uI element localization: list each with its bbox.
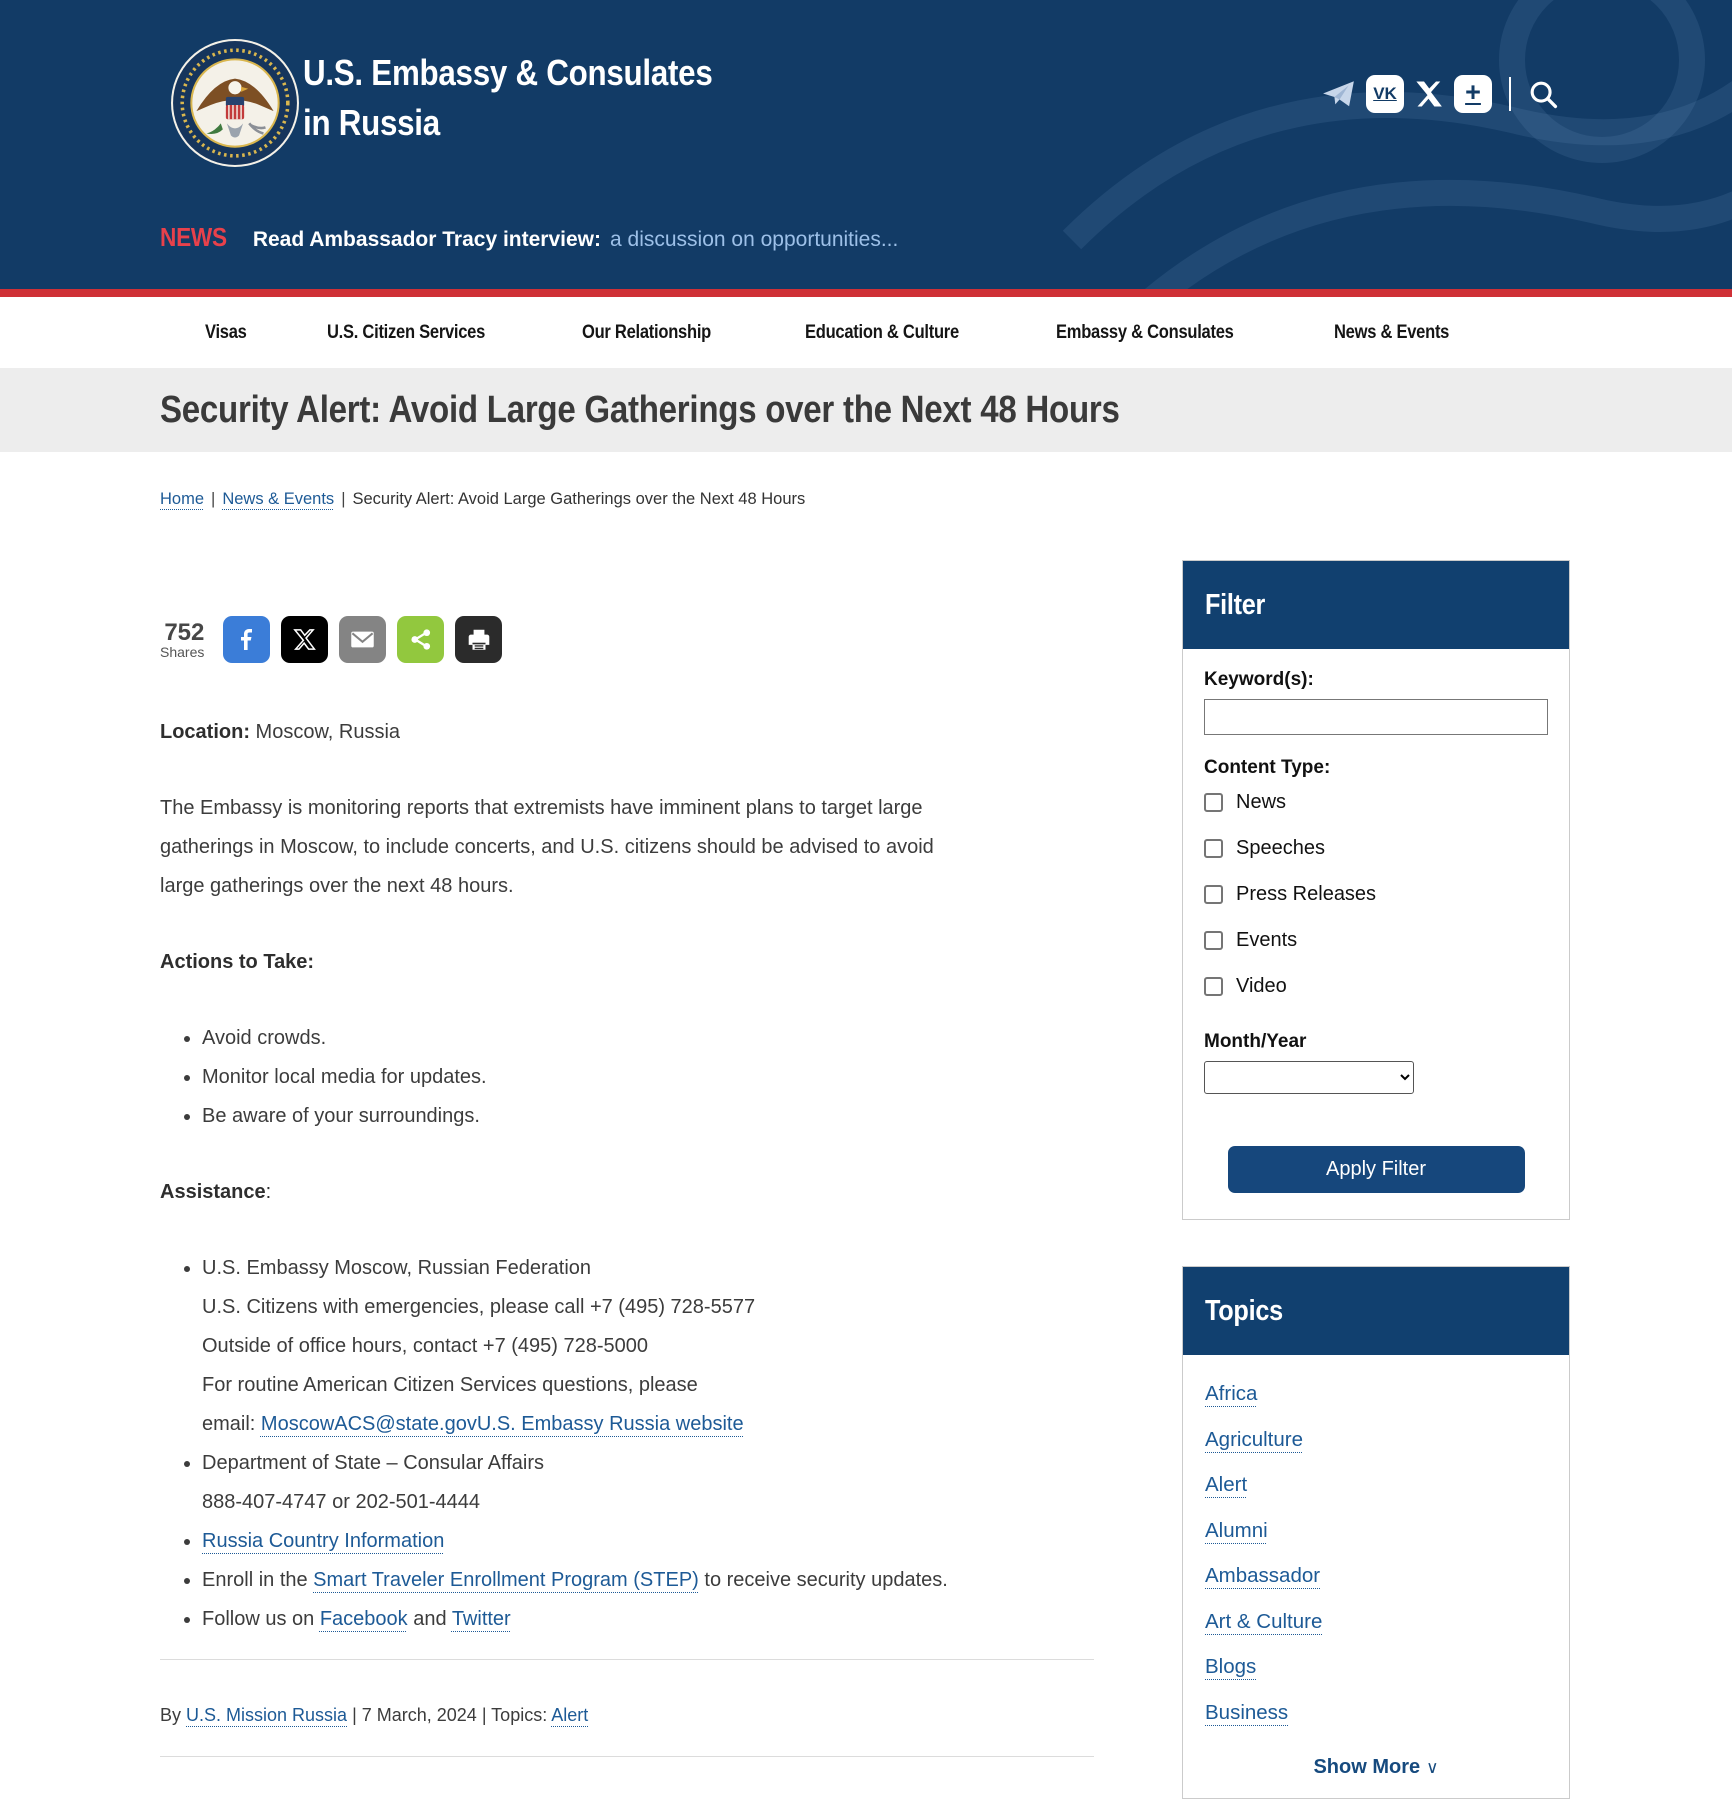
site-title-line2: in Russia — [303, 102, 440, 143]
actions-list — [160, 1019, 960, 1136]
breadcrumb-news-events[interactable]: News & Events — [222, 490, 335, 508]
more-share-button[interactable] — [397, 616, 444, 663]
site-header — [0, 0, 1732, 289]
actions-heading: Actions to Take: — [160, 951, 315, 973]
embassy-website-link[interactable]: U.S. Embassy Russia website — [476, 1413, 744, 1435]
filter-panel — [1182, 560, 1570, 1220]
assistance-list — [160, 1249, 960, 1639]
list-item: • U.S. Embassy Moscow, Russian Federation U.S. Citizens with emergencies, please call +7 (495) 728-5577 Outside of office hours, contact +7 (495) 728-5000 For routine American Citizen Services questions, please email: MoscowACS@state.govU.S. Embassy Russia website — [202, 1249, 960, 1444]
list-item: • Follow us on Facebook and Twitter — [202, 1600, 960, 1639]
vk-label: VK — [1373, 84, 1397, 103]
list-item — [1205, 1417, 1547, 1463]
breadcrumb-separator: | — [341, 490, 346, 508]
list-item — [202, 1522, 960, 1561]
content-type-option-press-releases[interactable]: Press Releases — [1204, 871, 1548, 917]
list-item: • Monitor local media for updates. — [202, 1058, 960, 1097]
acs-email-link[interactable]: MoscowACS@state.gov — [260, 1413, 477, 1435]
keyword-label: Keyword(s): — [1204, 669, 1314, 690]
filter-panel-body — [1183, 649, 1569, 1219]
content-type-option-video[interactable]: Video — [1204, 963, 1548, 1009]
nav-item-education-culture[interactable]: Education & Culture — [804, 321, 959, 343]
facebook-share-button[interactable] — [223, 616, 270, 663]
title-band — [0, 368, 1732, 452]
share-icon — [408, 627, 433, 652]
breadcrumb-current: Security Alert: Avoid Large Gatherings over the Next 48 Hours — [352, 490, 806, 508]
list-item — [1205, 1690, 1547, 1736]
press-releases-checkbox[interactable] — [1204, 885, 1223, 904]
news-banner-link[interactable] — [253, 228, 899, 252]
topic-link-ambassador[interactable]: Ambassador — [1205, 1564, 1321, 1587]
header-social-icons — [1322, 72, 1559, 116]
topic-link-alumni[interactable]: Alumni — [1205, 1518, 1268, 1542]
vk-icon[interactable] — [1366, 75, 1404, 113]
list-item: • Enroll in the Smart Traveler Enrollment Program (STEP) to receive security updates. — [202, 1561, 960, 1600]
share-count-number: 752 — [164, 618, 205, 646]
news-banner-subtitle: a discussion on opportunities... — [610, 228, 899, 251]
nav-item-embassy-consulates[interactable]: Embassy & Consulates — [1055, 321, 1234, 343]
location-label: Location: — [160, 721, 250, 743]
site-title-line1: U.S. Embassy & Consulates — [303, 52, 713, 93]
list-item — [1205, 1599, 1547, 1645]
keyword-input[interactable] — [1204, 699, 1548, 735]
nav-item-news-events[interactable]: News & Events — [1333, 321, 1449, 343]
embassy-seal-logo[interactable] — [170, 38, 300, 168]
location-value: Moscow, Russia — [250, 721, 401, 743]
show-more-button[interactable]: Show More ∨ — [1307, 1755, 1444, 1780]
share-toolbar — [160, 616, 1094, 663]
email-icon — [349, 626, 376, 653]
month-year-select[interactable] — [1204, 1061, 1414, 1094]
facebook-icon — [235, 628, 259, 652]
x-share-button[interactable] — [281, 616, 328, 663]
content-type-option-news[interactable]: News — [1204, 779, 1548, 825]
list-item — [1205, 1371, 1547, 1417]
content-type-option-speeches[interactable]: Speeches — [1204, 825, 1548, 871]
plus-icon[interactable] — [1454, 75, 1492, 113]
topic-link-blogs[interactable]: Blogs — [1205, 1655, 1257, 1678]
facebook-link[interactable]: Facebook — [319, 1608, 408, 1630]
breadcrumb-home[interactable]: Home — [160, 490, 205, 508]
byline: By U.S. Mission Russia | 7 March, 2024 | Topics: Alert — [160, 1705, 589, 1725]
video-checkbox[interactable] — [1204, 977, 1223, 996]
x-icon[interactable] — [1414, 79, 1444, 109]
author-link[interactable]: U.S. Mission Russia — [186, 1705, 348, 1725]
news-checkbox[interactable] — [1204, 793, 1223, 812]
page-title: Security Alert: Avoid Large Gatherings over the Next 48 Hours — [160, 389, 1120, 431]
header-divider — [1509, 77, 1511, 111]
breadcrumb-separator: | — [211, 490, 216, 508]
share-count-label: Shares — [160, 643, 205, 660]
content-type-label: Content Type: — [1204, 757, 1331, 778]
search-icon[interactable] — [1528, 79, 1559, 110]
site-title — [303, 48, 774, 148]
list-item: • Avoid crowds. — [202, 1019, 960, 1058]
sidebar — [1182, 560, 1570, 1799]
article-body — [160, 713, 960, 1639]
nav-item-visas[interactable]: Visas — [205, 321, 247, 343]
publish-date: 7 March, 2024 — [361, 1705, 477, 1725]
divider — [160, 1756, 1094, 1757]
chevron-down-icon: ∨ — [1426, 1758, 1439, 1777]
main-nav — [0, 297, 1732, 368]
breadcrumb — [160, 490, 805, 509]
topic-link-business[interactable]: Business — [1205, 1700, 1289, 1724]
speeches-checkbox[interactable] — [1204, 839, 1223, 858]
topic-link-agriculture[interactable]: Agriculture — [1205, 1427, 1303, 1451]
intro-paragraph: The Embassy is monitoring reports that extremists have imminent plans to target large gatherings in Moscow, to include concerts, and U.S. citizens should be advised to avoid large gatherings over the next 48 hours. — [160, 797, 934, 897]
month-year-label: Month/Year — [1204, 1031, 1307, 1052]
topic-link-africa[interactable]: Africa — [1205, 1382, 1258, 1405]
nav-item-citizen-services[interactable]: U.S. Citizen Services — [326, 321, 485, 343]
plus-label: + — [1465, 77, 1481, 107]
content-type-option-events[interactable]: Events — [1204, 917, 1548, 963]
print-button[interactable] — [455, 616, 502, 663]
telegram-icon[interactable] — [1322, 79, 1356, 109]
list-item: • Department of State – Consular Affairs 888-407-4747 or 202-501-4444 — [202, 1444, 960, 1522]
share-count — [160, 620, 204, 660]
list-item — [1205, 1462, 1547, 1508]
topics-panel-header: Topics — [1183, 1267, 1569, 1355]
topic-link-alert[interactable]: Alert — [1205, 1473, 1248, 1496]
topic-link-art-culture[interactable]: Art & Culture — [1205, 1609, 1323, 1633]
location-line — [160, 713, 960, 752]
apply-filter-button[interactable]: Apply Filter — [1228, 1146, 1525, 1193]
topic-alert-link[interactable]: Alert — [551, 1705, 589, 1725]
country-information-link[interactable]: Russia Country Information — [202, 1530, 445, 1552]
assistance-heading: Assistance: — [160, 1181, 272, 1203]
list-item: • Be aware of your surroundings. — [202, 1097, 960, 1136]
filter-panel-header: Filter — [1183, 561, 1569, 649]
list-item — [1205, 1553, 1547, 1599]
x-icon — [293, 628, 316, 651]
topics-list — [1183, 1355, 1569, 1741]
article — [160, 616, 1094, 1757]
news-banner — [160, 222, 898, 253]
step-link[interactable]: Smart Traveler Enrollment Program (STEP) — [313, 1569, 699, 1591]
accent-stripe — [0, 289, 1732, 297]
divider — [160, 1659, 1094, 1660]
twitter-link[interactable]: Twitter — [451, 1608, 511, 1630]
list-item — [1205, 1508, 1547, 1554]
news-banner-title: Read Ambassador Tracy interview: — [252, 228, 602, 251]
topics-panel — [1182, 1266, 1570, 1799]
list-item — [1205, 1644, 1547, 1690]
print-icon — [466, 627, 492, 653]
nav-item-our-relationship[interactable]: Our Relationship — [582, 321, 712, 343]
events-checkbox[interactable] — [1204, 931, 1223, 950]
department-of-state-seal-icon — [170, 38, 300, 168]
email-share-button[interactable] — [339, 616, 386, 663]
news-badge: NEWS — [160, 222, 227, 252]
